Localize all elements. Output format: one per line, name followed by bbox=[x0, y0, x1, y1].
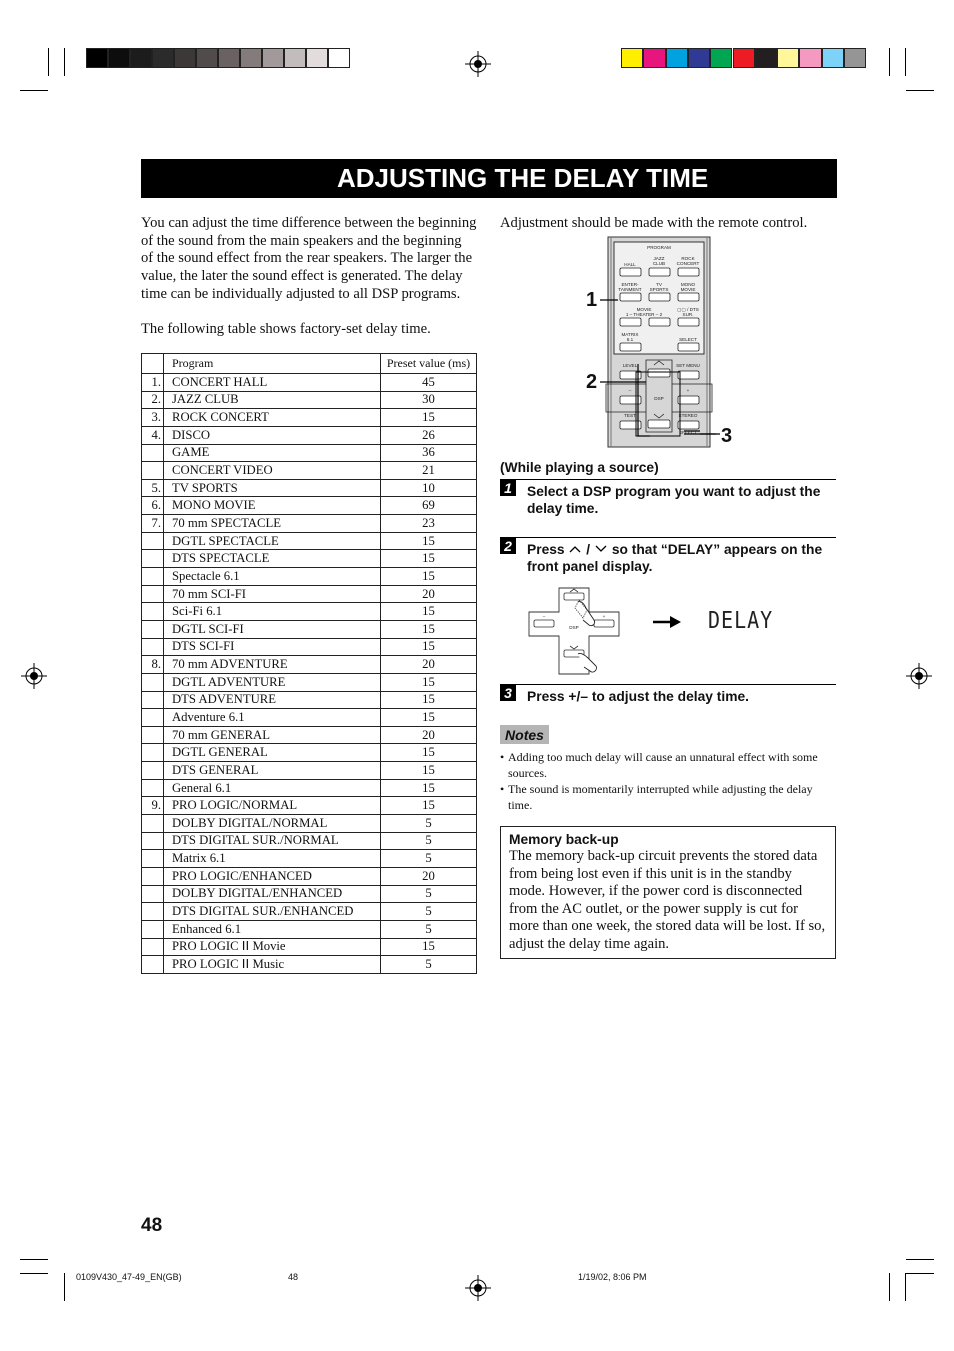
cell-program: DTS DIGITAL SUR./ENHANCED bbox=[164, 903, 381, 921]
remote-intro: Adjustment should be made with the remote control. bbox=[500, 215, 808, 231]
cell-num bbox=[142, 938, 164, 956]
cell-program: DOLBY DIGITAL/ENHANCED bbox=[164, 885, 381, 903]
footer-date: 1/19/02, 8:06 PM bbox=[578, 1272, 647, 1282]
plus-key[interactable] bbox=[594, 620, 614, 627]
cell-value: 26 bbox=[381, 426, 477, 444]
cell-value: 5 bbox=[381, 885, 477, 903]
cell-program: JAZZ CLUB bbox=[164, 391, 381, 409]
minus-key[interactable] bbox=[534, 620, 554, 627]
step-2-rule bbox=[500, 537, 836, 538]
down-arrow-button[interactable] bbox=[648, 420, 670, 428]
color-swatch bbox=[822, 48, 844, 68]
callout-3: 3 bbox=[721, 425, 733, 447]
footer-file: 0109V430_47-49_EN(GB) bbox=[76, 1272, 182, 1282]
cell-value: 20 bbox=[381, 726, 477, 744]
cell-num bbox=[142, 550, 164, 568]
note-item: • The sound is momentarily interrupted while adjusting the delay time. bbox=[500, 782, 813, 812]
cell-program: DGTL ADVENTURE bbox=[164, 673, 381, 691]
cell-value: 15 bbox=[381, 779, 477, 797]
table-row bbox=[142, 620, 477, 638]
cell-program: General 6.1 bbox=[164, 779, 381, 797]
cell-program: CONCERT VIDEO bbox=[164, 462, 381, 480]
color-swatch bbox=[152, 48, 174, 68]
color-swatch bbox=[666, 48, 688, 68]
color-swatch bbox=[174, 48, 196, 68]
step-1-rule bbox=[500, 479, 836, 480]
cell-program: GAME bbox=[164, 444, 381, 462]
cell-num: 3. bbox=[142, 409, 164, 427]
color-swatch bbox=[240, 48, 262, 68]
cell-program: PRO LOGIC ⅠⅠ Movie bbox=[164, 938, 381, 956]
cell-value: 15 bbox=[381, 938, 477, 956]
cell-num: 1. bbox=[142, 374, 164, 392]
table-row bbox=[142, 903, 477, 921]
svg-text:6.1: 6.1 bbox=[626, 337, 634, 342]
registration-target-icon bbox=[904, 661, 934, 691]
up-arrow-button[interactable] bbox=[648, 369, 670, 377]
svg-text:1 – THEATER – 2: 1 – THEATER – 2 bbox=[625, 312, 663, 317]
while-playing-label: (While playing a source) bbox=[500, 460, 659, 475]
svg-text:LEVEL: LEVEL bbox=[622, 363, 638, 368]
cell-num bbox=[142, 691, 164, 709]
cell-value: 15 bbox=[381, 603, 477, 621]
chevron-up-icon bbox=[568, 544, 582, 554]
cell-program: Matrix 6.1 bbox=[164, 850, 381, 868]
cell-value: 21 bbox=[381, 462, 477, 480]
table-row bbox=[142, 744, 477, 762]
cell-num bbox=[142, 462, 164, 480]
table-row bbox=[142, 585, 477, 603]
entertainment-button[interactable] bbox=[620, 293, 641, 301]
mono-movie-button[interactable] bbox=[678, 293, 699, 301]
color-swatch bbox=[844, 48, 866, 68]
cell-value: 15 bbox=[381, 762, 477, 780]
registration-target-icon bbox=[463, 49, 493, 79]
cell-value: 20 bbox=[381, 656, 477, 674]
jazz-club-button[interactable] bbox=[649, 268, 670, 276]
cell-program: MONO MOVIE bbox=[164, 497, 381, 515]
cell-program: DTS GENERAL bbox=[164, 762, 381, 780]
step-3-number: 3 bbox=[500, 685, 516, 701]
color-swatch bbox=[799, 48, 821, 68]
table-row bbox=[142, 779, 477, 797]
cell-value: 36 bbox=[381, 444, 477, 462]
cell-num bbox=[142, 638, 164, 656]
cell-program: DISCO bbox=[164, 426, 381, 444]
svg-text:MOVIE: MOVIE bbox=[680, 287, 696, 292]
svg-text:SPORTS: SPORTS bbox=[649, 287, 669, 292]
page-number: 48 bbox=[141, 1215, 163, 1236]
table-row bbox=[142, 497, 477, 515]
table-row bbox=[142, 391, 477, 409]
cell-num bbox=[142, 444, 164, 462]
cell-program: PRO LOGIC/NORMAL bbox=[164, 797, 381, 815]
cell-value: 69 bbox=[381, 497, 477, 515]
table-row bbox=[142, 444, 477, 462]
cell-value: 5 bbox=[381, 850, 477, 868]
table-row bbox=[142, 726, 477, 744]
column-header-program: Program bbox=[164, 354, 381, 374]
table-row bbox=[142, 568, 477, 586]
cell-num: 8. bbox=[142, 656, 164, 674]
cell-num bbox=[142, 620, 164, 638]
svg-text:DSP: DSP bbox=[569, 625, 579, 630]
cell-value: 20 bbox=[381, 867, 477, 885]
matrix-button[interactable] bbox=[620, 343, 641, 351]
cell-value: 15 bbox=[381, 409, 477, 427]
cell-num bbox=[142, 709, 164, 727]
cell-value: 15 bbox=[381, 709, 477, 727]
step-3-rule bbox=[500, 684, 836, 685]
hall-button[interactable] bbox=[620, 268, 641, 276]
table-row bbox=[142, 656, 477, 674]
table-row bbox=[142, 532, 477, 550]
cell-value: 15 bbox=[381, 691, 477, 709]
cell-num: 7. bbox=[142, 515, 164, 533]
cell-value: 23 bbox=[381, 515, 477, 533]
cell-program: 70 mm GENERAL bbox=[164, 726, 381, 744]
svg-text:JAZZ: JAZZ bbox=[653, 256, 665, 261]
svg-text:CONCERT: CONCERT bbox=[676, 261, 700, 266]
table-row bbox=[142, 850, 477, 868]
svg-text:CLUB: CLUB bbox=[652, 261, 666, 266]
stereo-effect-button[interactable] bbox=[678, 421, 699, 429]
remote-label-program: PROGRAM bbox=[647, 245, 671, 250]
svg-text:+: + bbox=[686, 388, 690, 393]
cell-num: 2. bbox=[142, 391, 164, 409]
tv-sports-button[interactable] bbox=[649, 293, 670, 301]
plus-button[interactable] bbox=[678, 396, 699, 404]
cell-value: 15 bbox=[381, 744, 477, 762]
table-row bbox=[142, 550, 477, 568]
svg-text:▢▢ / DTS: ▢▢ / DTS bbox=[677, 307, 699, 312]
svg-text:MATRIX: MATRIX bbox=[621, 332, 639, 337]
set-menu-button[interactable] bbox=[678, 371, 699, 379]
table-row bbox=[142, 673, 477, 691]
cell-program: 70 mm SPECTACLE bbox=[164, 515, 381, 533]
cell-program: DTS SPECTACLE bbox=[164, 550, 381, 568]
table-row bbox=[142, 815, 477, 833]
svg-text:–: – bbox=[628, 388, 632, 393]
svg-text:TEST: TEST bbox=[624, 413, 636, 418]
table-row bbox=[142, 709, 477, 727]
table-row bbox=[142, 479, 477, 497]
color-swatch bbox=[710, 48, 732, 68]
cell-value: 15 bbox=[381, 532, 477, 550]
cell-program: DGTL SCI-FI bbox=[164, 620, 381, 638]
cell-program: DTS DIGITAL SUR./NORMAL bbox=[164, 832, 381, 850]
cell-program: TV SPORTS bbox=[164, 479, 381, 497]
cell-value: 20 bbox=[381, 585, 477, 603]
table-row bbox=[142, 603, 477, 621]
registration-target-icon bbox=[19, 661, 49, 691]
table-row bbox=[142, 515, 477, 533]
color-swatch bbox=[621, 48, 643, 68]
cell-num: 6. bbox=[142, 497, 164, 515]
cell-value: 5 bbox=[381, 815, 477, 833]
column-header-preset: Preset value (ms) bbox=[381, 354, 477, 374]
cell-value: 15 bbox=[381, 638, 477, 656]
cell-value: 10 bbox=[381, 479, 477, 497]
table-row bbox=[142, 832, 477, 850]
cell-num bbox=[142, 744, 164, 762]
color-swatch bbox=[86, 48, 108, 68]
footer-page: 48 bbox=[288, 1272, 299, 1282]
movie-theater-2-button[interactable] bbox=[649, 318, 670, 326]
cell-num bbox=[142, 815, 164, 833]
table-header-row bbox=[142, 354, 477, 374]
cell-program: DTS SCI-FI bbox=[164, 638, 381, 656]
table-row bbox=[142, 409, 477, 427]
table-row bbox=[142, 691, 477, 709]
table-row bbox=[142, 762, 477, 780]
registration-target-icon bbox=[463, 1273, 493, 1303]
color-swatch bbox=[755, 48, 777, 68]
table-row bbox=[142, 885, 477, 903]
cell-value: 15 bbox=[381, 797, 477, 815]
table-row bbox=[142, 462, 477, 480]
delay-time-table bbox=[141, 353, 477, 974]
intro-paragraph: You can adjust the time difference between the beginning of the sound from the main speakers and the beginning of the sound effect from the rear speakers. The larger the value, the later the sound effect is generated. The delay time can be individually adjusted to all DSP programs. bbox=[141, 215, 477, 302]
table-row bbox=[142, 867, 477, 885]
note-item: • Adding too much delay will cause an unnatural effect with some sources. bbox=[500, 750, 818, 780]
step-3-text: Press +/– to adjust the delay time. bbox=[527, 689, 749, 704]
cell-num bbox=[142, 779, 164, 797]
cell-num bbox=[142, 850, 164, 868]
rock-concert-button[interactable] bbox=[678, 268, 699, 276]
cell-value: 5 bbox=[381, 956, 477, 974]
step-1-number: 1 bbox=[500, 480, 516, 496]
color-swatch bbox=[777, 48, 799, 68]
svg-text:SET MENU: SET MENU bbox=[676, 363, 700, 368]
cell-program: ROCK CONCERT bbox=[164, 409, 381, 427]
svg-text:ENTER-: ENTER- bbox=[621, 282, 639, 287]
cell-num: 5. bbox=[142, 479, 164, 497]
notes-label: Notes bbox=[500, 725, 549, 744]
svg-text:–: – bbox=[542, 614, 546, 619]
step-2-number: 2 bbox=[500, 538, 516, 554]
cell-value: 15 bbox=[381, 620, 477, 638]
svg-text:EFFECT: EFFECT bbox=[679, 430, 697, 435]
cell-num bbox=[142, 603, 164, 621]
cell-num bbox=[142, 673, 164, 691]
dsp-keypad-illustration bbox=[524, 586, 624, 676]
cell-program: PRO LOGIC ⅠⅠ Music bbox=[164, 956, 381, 974]
cell-num bbox=[142, 532, 164, 550]
memory-backup-text: The memory back-up circuit prevents the stored data from being lost even if this unit is in the standby mode. However, if the power cord is disconnected from the AC outlet, or the power supply is cut for more than one week, the stored data will be lost. If so, adjust the delay time again. bbox=[509, 848, 826, 952]
color-swatch bbox=[284, 48, 306, 68]
cell-num bbox=[142, 920, 164, 938]
cell-num: 4. bbox=[142, 426, 164, 444]
svg-text:DSP: DSP bbox=[654, 396, 664, 401]
step-1-text: Select a DSP program you want to adjust the delay time. bbox=[527, 484, 821, 517]
cell-value: 5 bbox=[381, 832, 477, 850]
cell-value: 15 bbox=[381, 673, 477, 691]
cell-program: Spectacle 6.1 bbox=[164, 568, 381, 586]
cell-num bbox=[142, 956, 164, 974]
cell-program: DTS ADVENTURE bbox=[164, 691, 381, 709]
color-swatch bbox=[306, 48, 328, 68]
cell-num bbox=[142, 726, 164, 744]
cell-program: PRO LOGIC/ENHANCED bbox=[164, 867, 381, 885]
remote-control-illustration bbox=[580, 236, 740, 448]
cell-num bbox=[142, 903, 164, 921]
movie-theater-1-button[interactable] bbox=[620, 318, 641, 326]
dts-sur-button[interactable] bbox=[678, 318, 699, 326]
cell-program: Sci-Fi 6.1 bbox=[164, 603, 381, 621]
cell-program: DGTL GENERAL bbox=[164, 744, 381, 762]
table-row bbox=[142, 797, 477, 815]
table-row bbox=[142, 374, 477, 392]
table-row bbox=[142, 426, 477, 444]
svg-text:HALL: HALL bbox=[624, 262, 636, 267]
cell-program: DGTL SPECTACLE bbox=[164, 532, 381, 550]
cell-program: CONCERT HALL bbox=[164, 374, 381, 392]
front-panel-display: DELAY bbox=[708, 606, 774, 634]
notes-list bbox=[500, 749, 836, 813]
cell-num bbox=[142, 762, 164, 780]
table-row bbox=[142, 920, 477, 938]
cell-num bbox=[142, 832, 164, 850]
cell-num bbox=[142, 867, 164, 885]
color-swatch bbox=[262, 48, 284, 68]
cell-value: 15 bbox=[381, 550, 477, 568]
chevron-down-icon bbox=[594, 544, 608, 554]
cell-value: 5 bbox=[381, 903, 477, 921]
cell-value: 15 bbox=[381, 568, 477, 586]
cell-program: 70 mm ADVENTURE bbox=[164, 656, 381, 674]
color-swatch bbox=[108, 48, 130, 68]
table-row bbox=[142, 956, 477, 974]
color-swatch bbox=[643, 48, 665, 68]
up-key[interactable] bbox=[564, 593, 584, 600]
svg-text:SELECT: SELECT bbox=[679, 337, 697, 342]
cell-num bbox=[142, 885, 164, 903]
table-row bbox=[142, 938, 477, 956]
svg-text:MOVIE: MOVIE bbox=[636, 307, 652, 312]
svg-text:SUR.: SUR. bbox=[682, 312, 694, 317]
svg-text:ROCK: ROCK bbox=[681, 256, 695, 261]
cell-value: 5 bbox=[381, 920, 477, 938]
cell-program: Enhanced 6.1 bbox=[164, 920, 381, 938]
select-button[interactable] bbox=[678, 343, 699, 351]
arrow-right-icon bbox=[652, 615, 682, 629]
svg-text:TAINMENT: TAINMENT bbox=[618, 287, 642, 292]
color-swatch bbox=[218, 48, 240, 68]
page-title: ADJUSTING THE DELAY TIME bbox=[141, 159, 837, 198]
svg-text:+: + bbox=[602, 614, 606, 619]
color-swatch bbox=[688, 48, 710, 68]
memory-backup-title: Memory back-up bbox=[509, 832, 619, 847]
svg-text:MONO: MONO bbox=[680, 282, 696, 287]
cell-program: DOLBY DIGITAL/NORMAL bbox=[164, 815, 381, 833]
cell-program: Adventure 6.1 bbox=[164, 709, 381, 727]
step-2-text: Press / so that “DELAY” appears on the front panel display. bbox=[527, 542, 823, 575]
color-swatch bbox=[733, 48, 755, 68]
callout-1: 1 bbox=[586, 289, 598, 311]
color-swatch bbox=[130, 48, 152, 68]
cell-value: 45 bbox=[381, 374, 477, 392]
cell-num bbox=[142, 585, 164, 603]
table-caption: The following table shows factory-set delay time. bbox=[141, 321, 431, 337]
memory-backup-box bbox=[500, 826, 836, 959]
cell-program: 70 mm SCI-FI bbox=[164, 585, 381, 603]
svg-text:STEREO: STEREO bbox=[678, 413, 698, 418]
color-swatch bbox=[196, 48, 218, 68]
table-row bbox=[142, 638, 477, 656]
cell-num: 9. bbox=[142, 797, 164, 815]
cell-value: 30 bbox=[381, 391, 477, 409]
cell-num bbox=[142, 568, 164, 586]
callout-2: 2 bbox=[586, 371, 598, 393]
svg-text:TV: TV bbox=[656, 282, 662, 287]
color-swatch bbox=[328, 48, 350, 68]
